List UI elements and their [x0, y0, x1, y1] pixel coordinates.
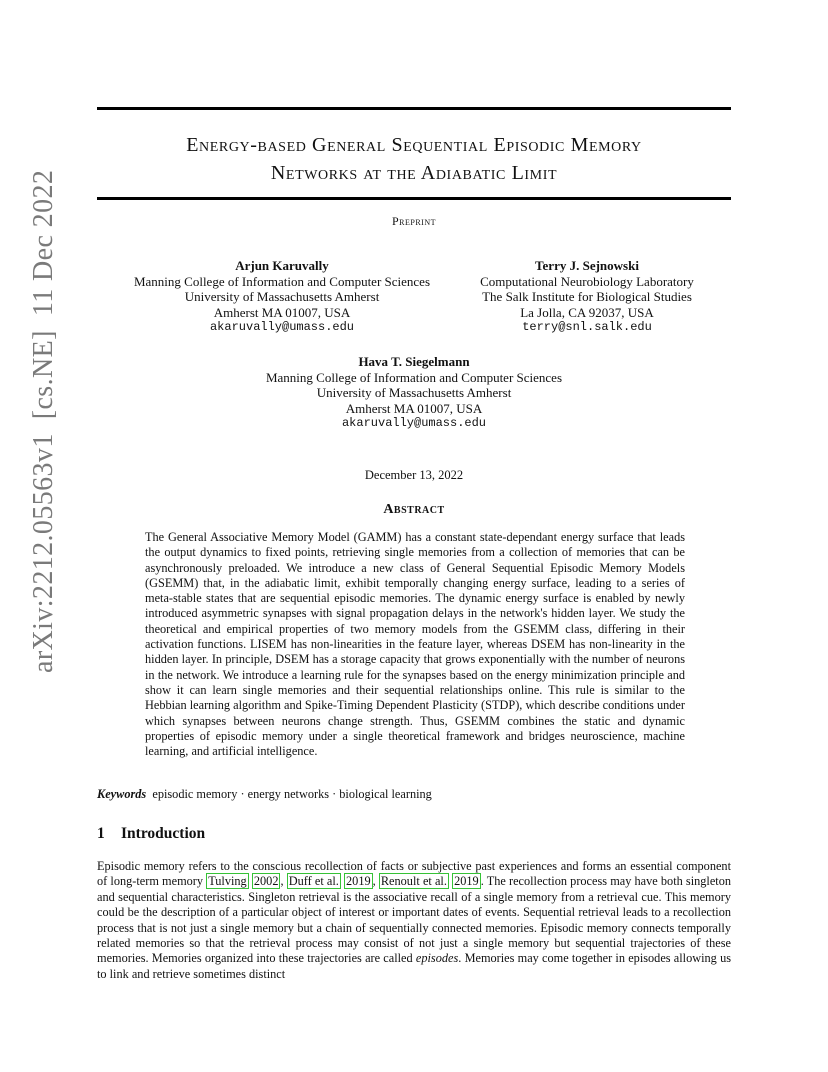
abstract-text: The General Associative Memory Model (GAMM) has a constant state-dependant energy surface that leads the output dynamics to fixed points, retrieving single memories from a collection of memories that can be asynchronously preloaded. We introduce a new class of General Sequential Episodic Memory Models (GSEMM) that, in the adiabatic limit, exhibit temporally changing energy surface, leading to a series of meta-stable states that are sequential episodic memories. The dynamic energy surface is enabled by newly introduced asymmetric synapses with signal propagation delays in the network's hidden layer. We study the theoretical and empirical properties of two memory models from the GSEMM class, differing in their activation functions. LISEM has non-linearities in the feature layer, whereas DSEM has non-linearity in the hidden layer. In principle, DSEM has a storage capacity that grows exponentially with the number of neurons in the network. We introduce a learning rule for the synapses based on the energy minimization principle and show it can learn single memories and their sequential relationships online. This rule is similar to the Hebbian learning algorithm and Spike-Timing Dependent Plasticity (STDP), which describe conditions under which synapses between neurons change strength. Thus, GSEMM combines the static and dynamic properties of episodic memory under a single theoretical framework and bridges neuroscience, machine learning, and artificial intelligence. — [145, 530, 685, 759]
author-address: Amherst MA 01007, USA — [345, 400, 483, 416]
publication-date: December 13, 2022 — [364, 468, 464, 482]
author-block-3 — [254, 354, 574, 432]
author-affiliation: Manning College of Information and Computer Sciences — [265, 369, 563, 385]
paragraph-text: . The recollection process may have both singleton and sequential characteristics. Singleton retrieval is the associative recall of a single memory from a retrieval cue. This memory could be the description of a particular object of interest or important dates of events. Sequential retrieval leads to a recollection process that is not just a single memory but a chain of sequentially connected memories. Episodic memory connects temporally related memories so that the retrieval process may consist of not just a single memory but sequential trajectories of these memories. Memories organized into these trajectories are called — [97, 874, 732, 966]
citation-year-link[interactable]: 2019 — [454, 874, 479, 889]
paragraph-text: . Memories may come together in episodes allowing us to link and retrieve sometimes distinct — [97, 951, 731, 981]
arxiv-category: [cs.NE] — [28, 330, 59, 420]
keywords-text: episodic memory · energy networks · biological learning — [152, 787, 432, 801]
author-name: Terry J. Sejnowski — [535, 258, 639, 273]
citation-link[interactable]: Renoult et al. — [380, 874, 447, 889]
arxiv-date: 11 Dec 2022 — [28, 169, 59, 317]
author-address: Amherst MA 01007, USA — [213, 304, 351, 320]
citation-link[interactable]: Duff et al. — [288, 874, 339, 889]
author-affiliation: Computational Neurobiology Laboratory — [480, 273, 694, 289]
citation-link[interactable]: Tulving — [208, 874, 247, 889]
citation-year-link[interactable]: 2002 — [253, 874, 279, 889]
top-rule — [97, 107, 731, 110]
author-affiliation: University of Massachusetts Amherst — [184, 289, 380, 304]
author-block-1 — [122, 258, 442, 336]
author-email[interactable]: akaruvally@umass.edu — [341, 416, 487, 430]
separator-text: , — [372, 874, 379, 889]
preprint-label: Preprint — [391, 214, 436, 228]
section-heading-introduction — [97, 825, 205, 843]
title-line-1: Energy-based General Sequential Episodic Memory — [186, 134, 642, 156]
paper-title — [97, 131, 731, 187]
author-affiliation: University of Massachusetts Amherst — [316, 385, 512, 400]
section-title: Introduction — [121, 825, 206, 842]
emphasized-term: episodes — [415, 951, 459, 966]
author-name: Arjun Karuvally — [235, 258, 329, 273]
author-affiliation: The Salk Institute for Biological Studies — [482, 289, 692, 304]
title-line-2: Networks at the Adiabatic Limit — [270, 162, 558, 184]
author-email[interactable]: terry@snl.salk.edu — [522, 320, 652, 334]
paragraph-text: Episodic memory refers to the conscious recollection of facts or subjective past experiences and forms an essential component of long-term memory — [97, 859, 731, 889]
keywords-line — [97, 787, 731, 802]
author-name: Hava T. Siegelmann — [358, 354, 470, 369]
arxiv-sidebar-stamp — [28, 170, 60, 673]
introduction-paragraph — [97, 859, 731, 982]
bottom-rule — [97, 197, 731, 200]
author-address: La Jolla, CA 92037, USA — [520, 304, 654, 320]
keywords-label: Keywords — [97, 787, 147, 801]
abstract-heading: Abstract — [383, 502, 445, 517]
arxiv-id: arXiv:2212.05563v1 — [28, 433, 59, 673]
separator-text: , — [280, 874, 287, 889]
citation-year-link[interactable]: 2019 — [346, 874, 371, 889]
author-block-2 — [462, 258, 712, 336]
section-number: 1 — [97, 825, 105, 842]
author-email[interactable]: akaruvally@umass.edu — [209, 320, 355, 334]
author-affiliation: Manning College of Information and Computer Sciences — [133, 273, 431, 289]
